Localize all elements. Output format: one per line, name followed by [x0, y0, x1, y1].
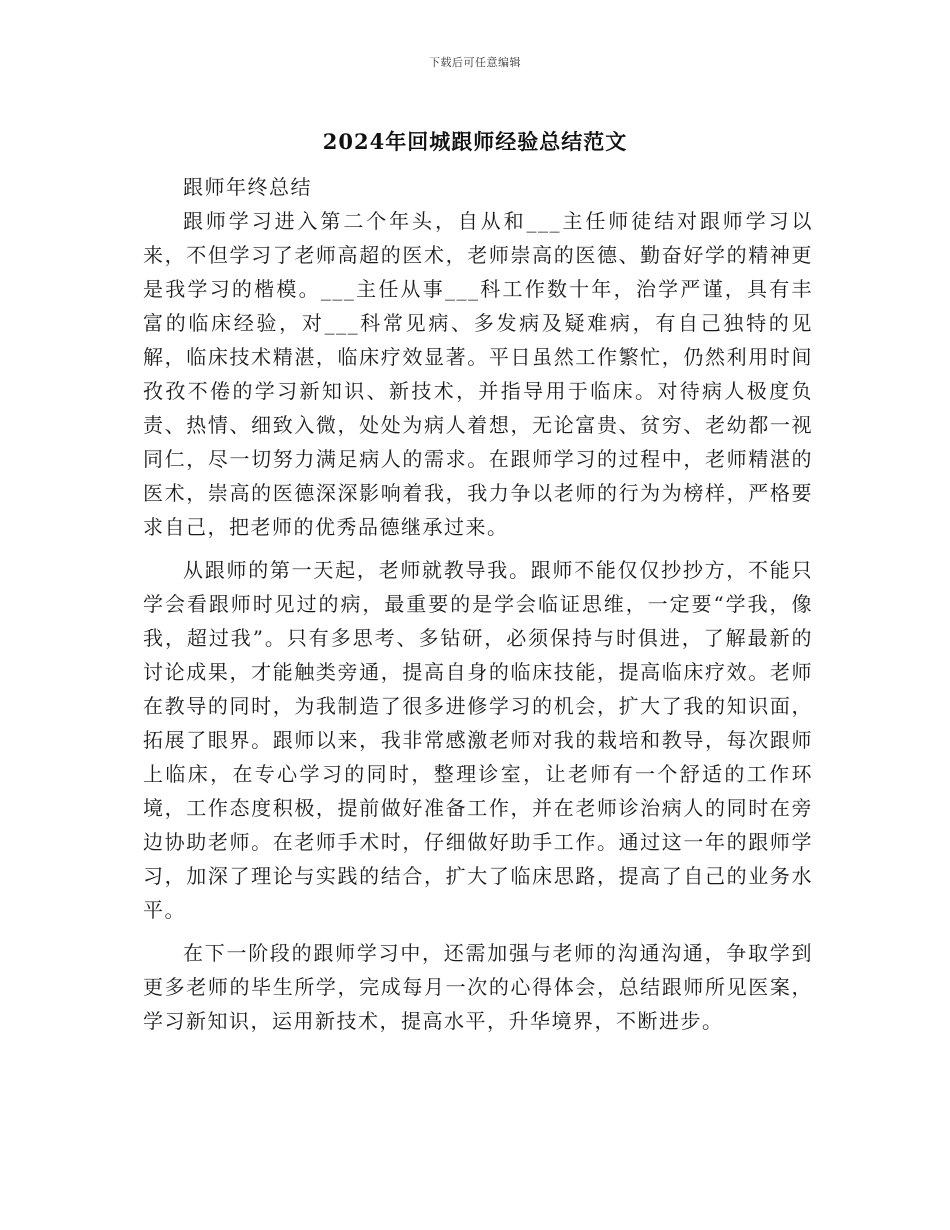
paragraph-1: 跟师学习进入第二个年头，自从和___主任师徒结对跟师学习以来，不但学习了老师高超的医术，老师崇高的医德、勤奋好学的精神更是我学习的楷模。___主任从事___科工作数十年，治学严谨，具有丰富的临床经验，对___科常见病、多发病及疑难病，有自己独特的见解，临床技术精湛，临床疗效显著。平日虽然工作繁忙，仍然利用时间孜孜不倦的学习新知识、新技术，并指导用于临床。对待病人极度负责、热情、细致入微，处处为病人着想，无论富贵、贫穷、老幼都一视同仁，尽一切努力满足病人的需求。在跟师学习的过程中，老师精湛的医术，崇高的医德深深影响着我，我力争以老师的行为为榜样，严格要求自己，把老师的优秀品德继承过来。 [143, 209, 813, 539]
paragraph-2: 从跟师的第一天起，老师就教导我。跟师不能仅仅抄抄方，不能只学会看跟师时见过的病，最重要的是学会临证思维，一定要“学我，像我，超过我”。只有多思考、多钻研，必须保持与时俱进，了解最新的讨论成果，才能触类旁通，提高自身的临床技能，提高临床疗效。老师在教导的同时，为我制造了很多进修学习的机会，扩大了我的知识面，拓展了眼界。跟师以来，我非常感激老师对我的栽培和教导，每次跟师上临床，在专心学习的同时，整理诊室，让老师有一个舒适的工作环境，工作态度积极，提前做好准备工作，并在老师诊治病人的同时在旁边协助老师。在老师手术时，仔细做好助手工作。通过这一年的跟师学习，加深了理论与实践的结合，扩大了临床思路，提高了自己的业务水平。 [143, 558, 813, 922]
document-title: 2024年回城跟师经验总结范文 [322, 129, 628, 154]
section-subtitle: 跟师年终总结 [183, 175, 312, 199]
document-body [143, 170, 813, 1038]
page-header-note: 下载后可任意编辑 [429, 56, 521, 69]
paragraph-3: 在下一阶段的跟师学习中，还需加强与老师的沟通沟通，争取学到更多老师的毕生所学，完成每月一次的心得体会，总结跟师所见医案，学习新知识，运用新技术，提高水平，升华境界，不断进步。 [143, 941, 813, 1033]
